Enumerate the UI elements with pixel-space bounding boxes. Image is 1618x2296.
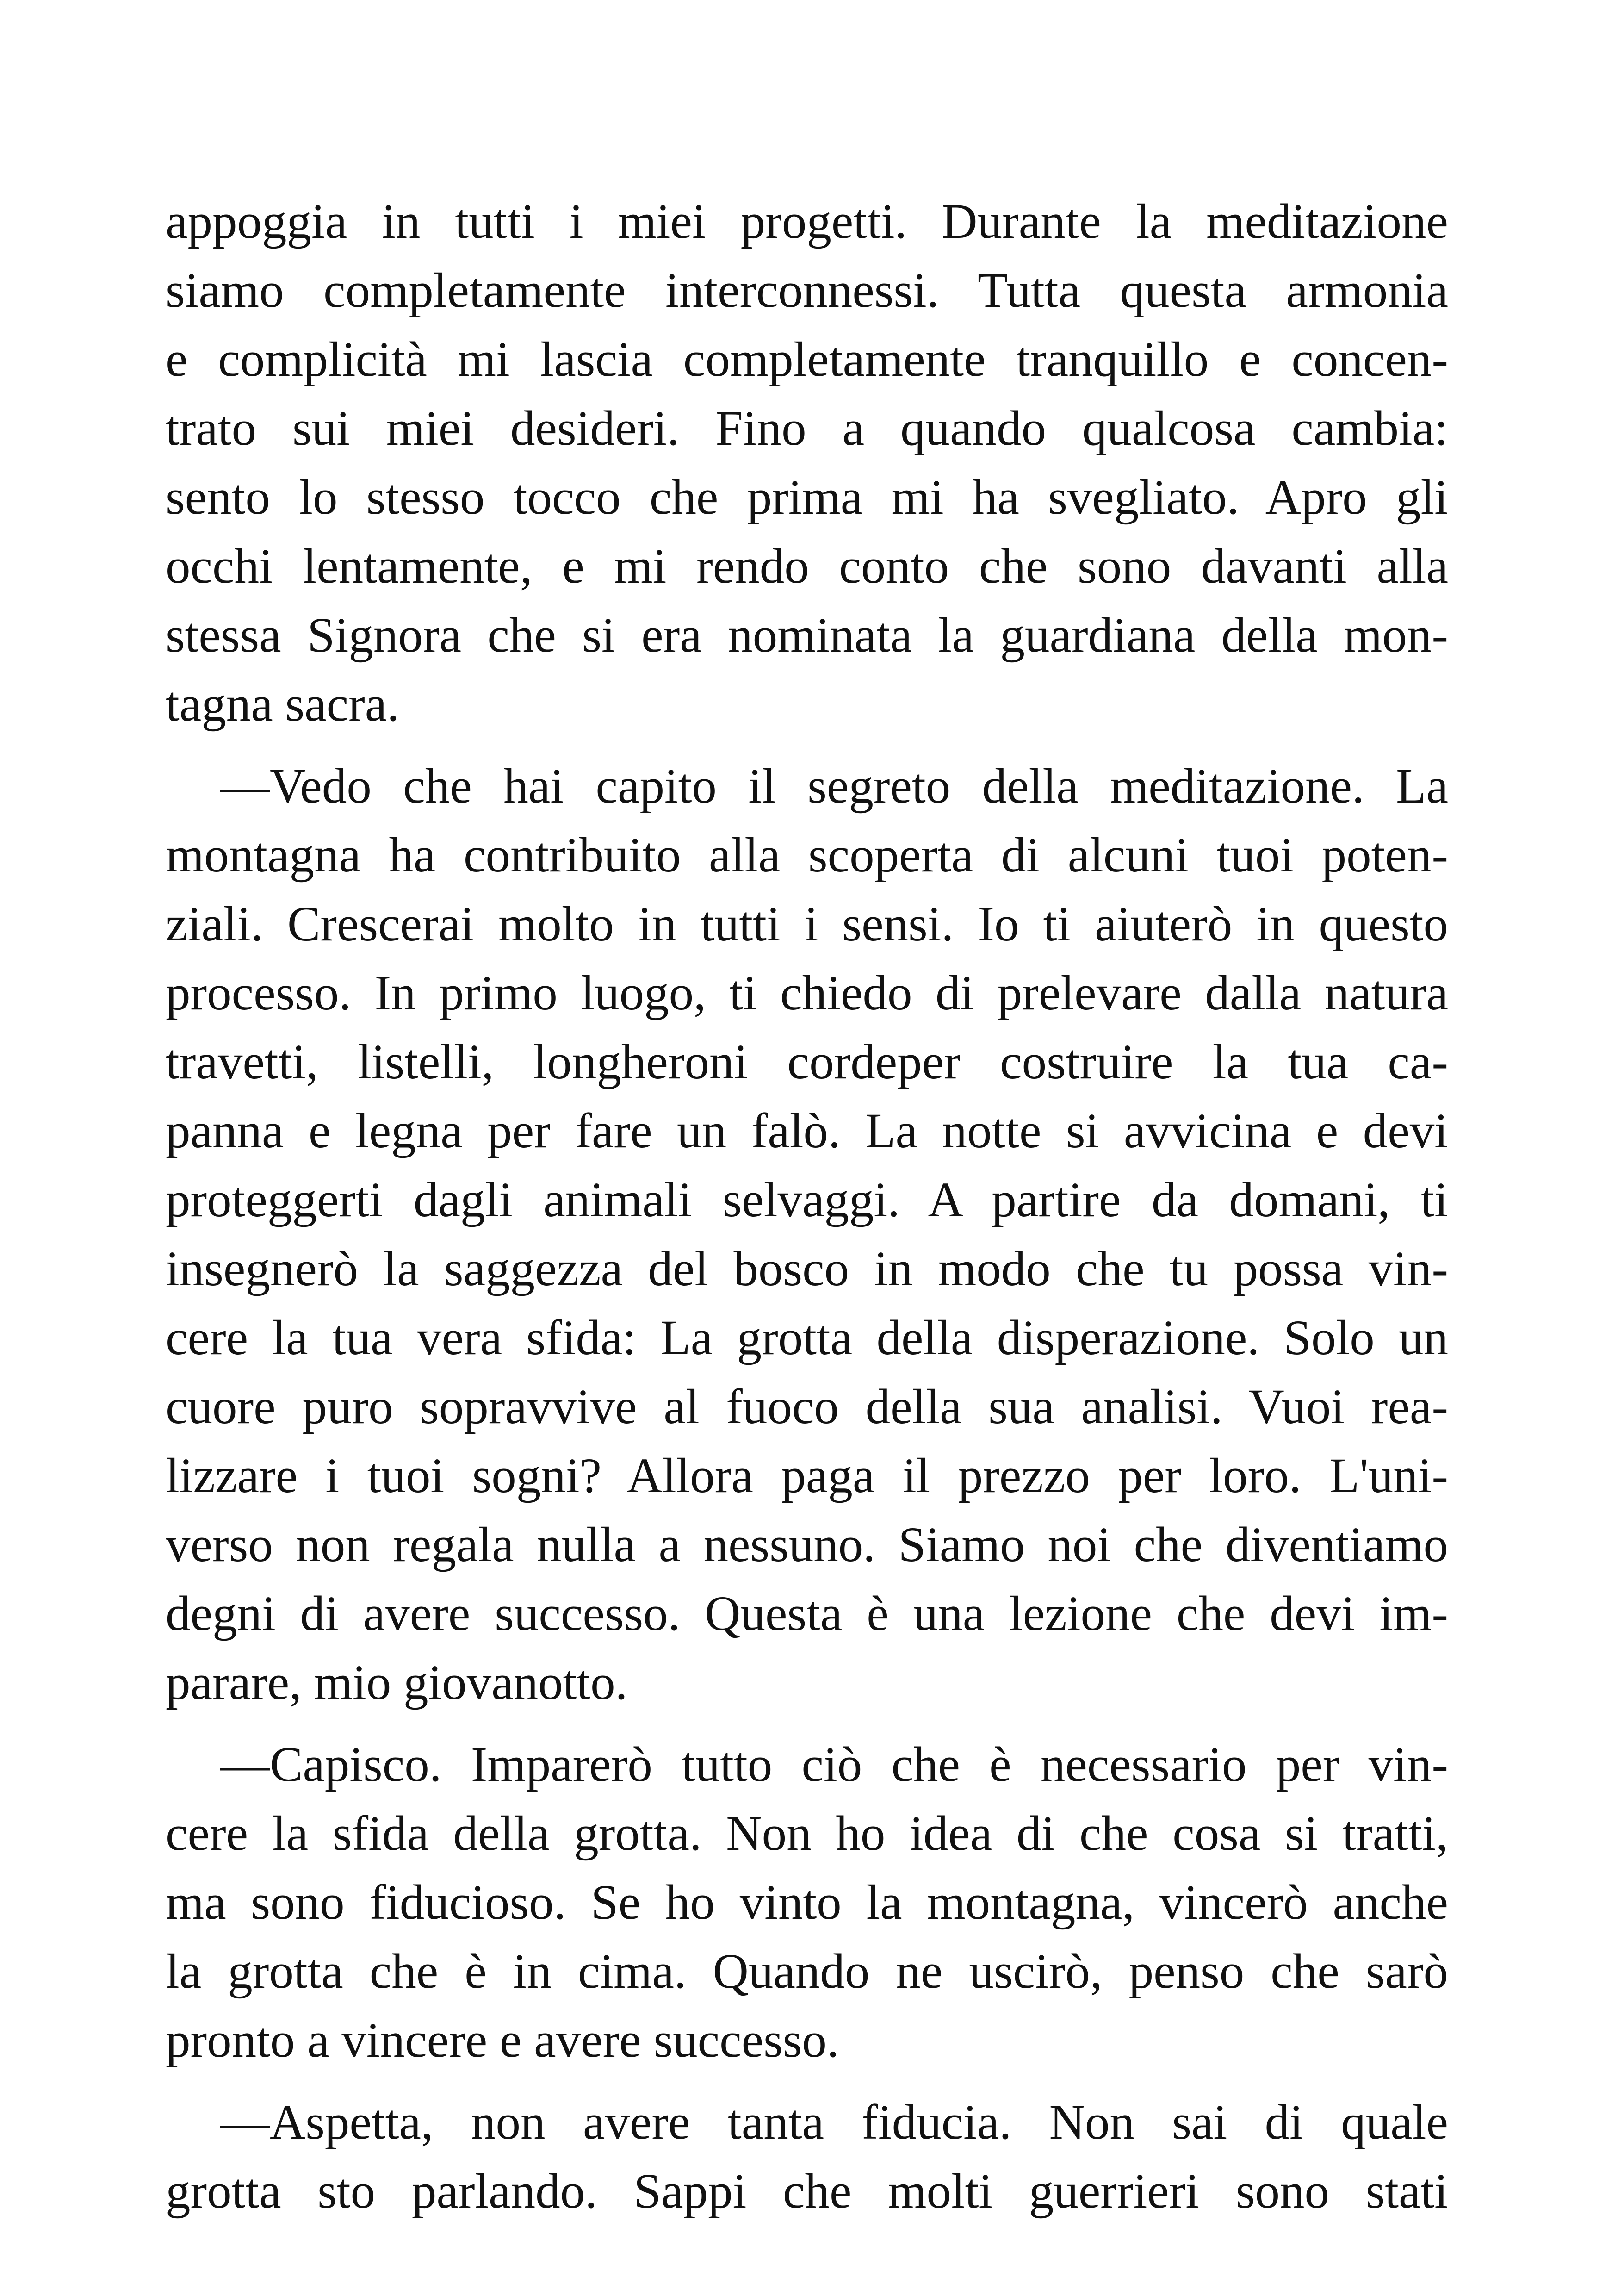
text-line: grotta sto parlando. Sappi che molti guerrieri sono stati bbox=[166, 2164, 1448, 2219]
text-line: —Vedo che hai capito il segreto della meditazione. La bbox=[220, 759, 1448, 814]
text-line: —Capisco. Imparerò tutto ciò che è necessario per vin- bbox=[220, 1737, 1448, 1792]
text-line: proteggerti dagli animali selvaggi. A partire da domani, ti bbox=[166, 1173, 1448, 1227]
text-line: processo. In primo luogo, ti chiedo di prelevare dalla natura bbox=[166, 966, 1448, 1020]
paragraph bbox=[166, 187, 1448, 739]
text-line: travetti, listelli, longheroni cordeper costruire la tua ca- bbox=[166, 1035, 1448, 1089]
body-text bbox=[166, 187, 1448, 2239]
text-line: cere la tua vera sfida: La grotta della disperazione. Solo un bbox=[166, 1311, 1448, 1365]
text-line: parare, mio giovanotto. bbox=[166, 1655, 628, 1710]
text-line: ziali. Crescerai molto in tutti i sensi. Io ti aiuterò in questo bbox=[166, 897, 1448, 952]
text-line: pronto a vincere e avere successo. bbox=[166, 2013, 839, 2068]
text-line: panna e legna per fare un falò. La notte si avvicina e devi bbox=[166, 1104, 1448, 1158]
text-line: —Aspetta, non avere tanta fiducia. Non sai di quale bbox=[220, 2095, 1448, 2150]
text-line: verso non regala nulla a nessuno. Siamo noi che diventiamo bbox=[166, 1518, 1448, 1572]
text-line: sento lo stesso tocco che prima mi ha svegliato. Apro gli bbox=[166, 470, 1448, 525]
text-line: trato sui miei desideri. Fino a quando qualcosa cambia: bbox=[166, 401, 1448, 456]
text-line: cuore puro sopravvive al fuoco della sua analisi. Vuoi rea- bbox=[166, 1380, 1448, 1434]
paragraph bbox=[166, 1730, 1448, 2075]
text-line: degni di avere successo. Questa è una lezione che devi im- bbox=[166, 1587, 1448, 1641]
text-line: siamo completamente interconnessi. Tutta questa armonia bbox=[166, 263, 1448, 318]
text-line: montagna ha contribuito alla scoperta di alcuni tuoi poten- bbox=[166, 828, 1448, 883]
text-line: cere la sfida della grotta. Non ho idea di che cosa si tratti, bbox=[166, 1806, 1448, 1861]
text-line: occhi lentamente, e mi rendo conto che sono davanti alla bbox=[166, 539, 1448, 594]
paragraph bbox=[166, 752, 1448, 1717]
text-line: e complicità mi lascia completamente tranquillo e concen- bbox=[166, 332, 1448, 387]
text-line: stessa Signora che si era nominata la guardiana della mon- bbox=[166, 608, 1448, 663]
text-line: appoggia in tutti i miei progetti. Durante la meditazione bbox=[166, 194, 1448, 249]
text-line: insegnerò la saggezza del bosco in modo che tu possa vin- bbox=[166, 1242, 1448, 1296]
text-line: ma sono fiducioso. Se ho vinto la montagna, vincerò anche bbox=[166, 1875, 1448, 1930]
text-line: la grotta che è in cima. Quando ne uscirò, penso che sarò bbox=[166, 1944, 1448, 1999]
paragraph bbox=[166, 2088, 1448, 2226]
text-line: lizzare i tuoi sogni? Allora paga il prezzo per loro. L'uni- bbox=[166, 1449, 1448, 1503]
text-line: tagna sacra. bbox=[166, 677, 399, 732]
